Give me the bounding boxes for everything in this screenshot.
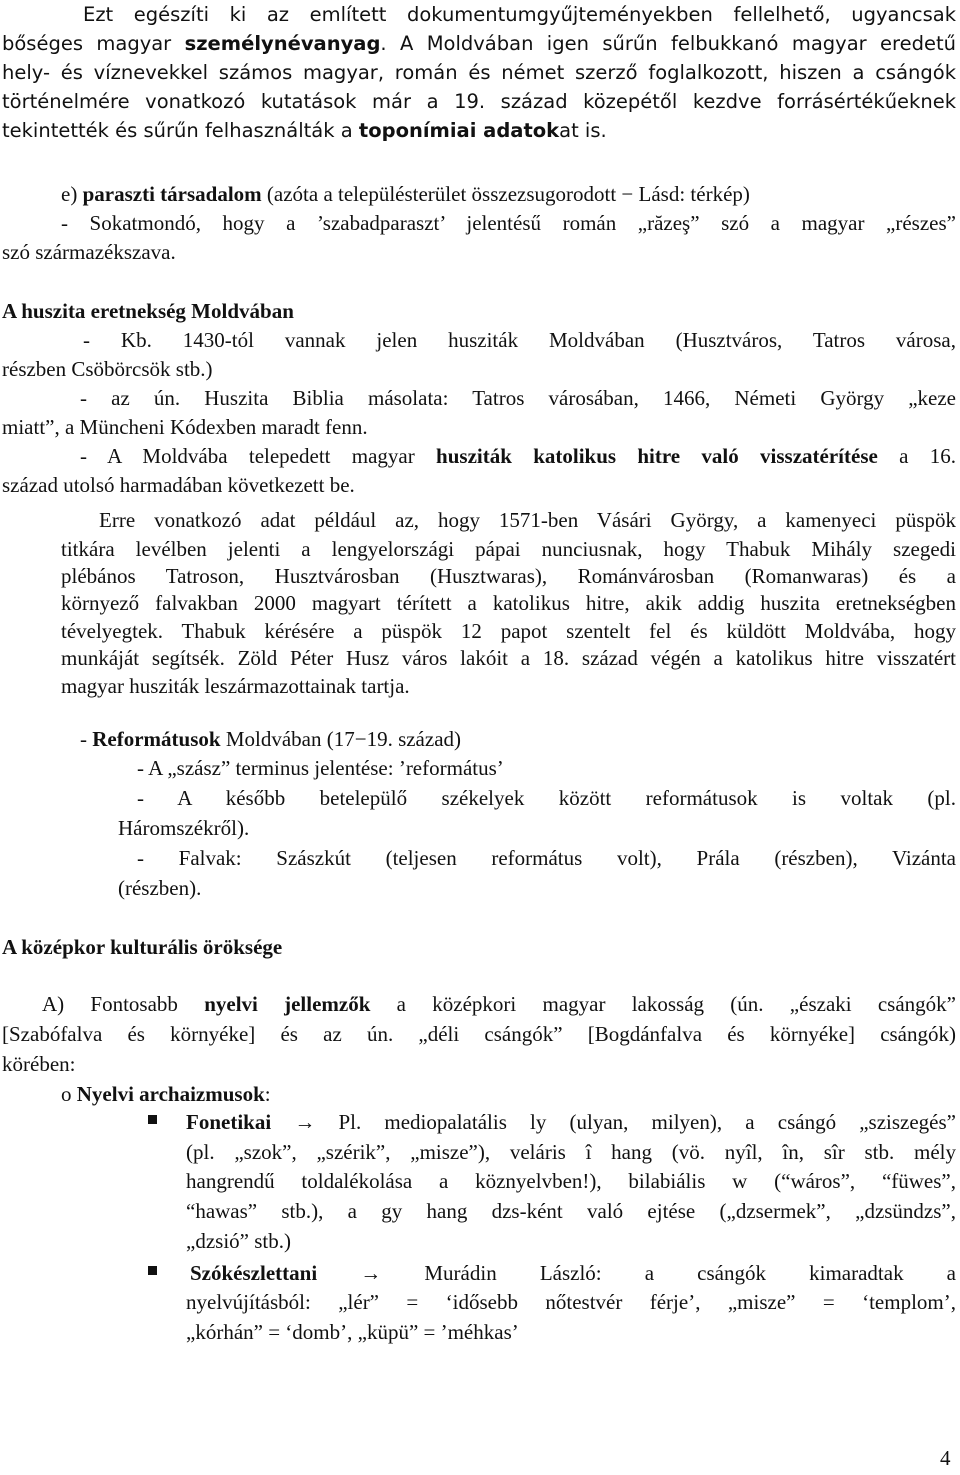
text: a középkori magyar lakosság (ún. „északi csángók” — [370, 992, 956, 1016]
text: at is. — [559, 119, 607, 142]
text: tekintették és sűrűn felhasználták a — [2, 119, 359, 142]
bold-term: Reformátusok — [92, 727, 221, 751]
hussite-bullet2-line2: miatt”, a Müncheni Kódexben maradt fenn. — [2, 415, 368, 439]
bold-term: paraszti társadalom — [82, 182, 262, 206]
medieval-a-line2 — [2, 1020, 956, 1049]
hussite-bullet1-line2: részben Csöbörcsök stb.) — [2, 357, 213, 381]
para1-line2 — [2, 29, 956, 58]
page-number: 4 — [940, 1446, 951, 1470]
text: hely- és víznevekkel számos magyar, román és német szerző foglalkozott, hiszen a csángók — [2, 61, 956, 84]
section-e-line2 — [61, 209, 956, 238]
text: (pl. „szok”, „szérik”, „misze”), veláris î hang (vö. nyîl, în, sîr stb. mély — [186, 1140, 956, 1164]
reformed-sub1: - A „szász” terminus jelentése: ’református’ — [137, 756, 504, 780]
bold-term: husziták katolikus hitre való visszatérítése — [436, 444, 878, 468]
text: e) — [61, 182, 83, 206]
text: környező falvakban 2000 magyart térített a katolikus hitre, akik addig huszita eretnekségben — [61, 591, 956, 615]
section-e-line3 — [2, 238, 176, 267]
text: A) Fontosabb — [42, 992, 205, 1016]
text: a 16. — [877, 444, 956, 468]
text: → Murádin László: a csángók kimaradtak a — [317, 1261, 956, 1285]
hussite-para-line1 — [99, 506, 956, 535]
square-bullet-icon — [148, 1115, 157, 1124]
text: tévelyegtek. Thabuk kérésére a püspök 12 papot szentelt fel és küldött Moldvába, hogy — [61, 619, 956, 643]
text: történelmére vonatkozó kutatások már a 19. század közepétől kezdve forrásértékűeknek — [2, 90, 956, 113]
bold-term: személynévanyag — [184, 32, 381, 55]
para1-line4 — [2, 87, 956, 116]
hussite-bullet3-line2: század utolsó harmadában következett be. — [2, 473, 355, 497]
reformed-sub2-line1 — [137, 784, 956, 813]
section-e-line1 — [61, 180, 750, 209]
medieval-a-line3: körében: — [2, 1052, 76, 1076]
hussite-bullet1-line1 — [83, 326, 956, 355]
archaisms-item — [61, 1080, 271, 1109]
hussite-para-line6 — [61, 644, 956, 673]
text: : — [264, 1082, 271, 1106]
text: - Sokatmondó, hogy a ’szabadparaszt’ jelentésű román „răzeş” szó a magyar „részes” — [61, 211, 956, 235]
text: szó származékszava. — [2, 240, 176, 264]
text: munkáját segítsék. Zöld Péter Husz város lakóit a 18. század végén a katolikus hitre visszatért — [61, 646, 956, 670]
text: [Szabófalva és környéke] és az ún. „déli csángók” [Bogdánfalva és környéke] csángók) — [2, 1022, 956, 1046]
hussite-para-line5 — [61, 617, 956, 646]
square-bullet-icon — [148, 1266, 157, 1275]
text: - Kb. 1430-tól vannak jelen husziták Moldvában (Husztváros, Tatros városa, — [83, 328, 956, 352]
text: Erre vonatkozó adat például az, hogy 1571-ben Vásári György, a kamenyeci püspök — [99, 508, 956, 532]
text: hangrendű toldalékolása a köznyelvben!), bilabiális w (“wáros”, “füwes”, — [186, 1169, 956, 1193]
bold-term: toponímiai adatok — [358, 119, 560, 142]
fonetikai-line5: „dzsió” stb.) — [186, 1229, 291, 1253]
hussite-para-line7: magyar husziták leszármazottainak tartja. — [61, 674, 410, 698]
bold-term: Szókészlettani — [190, 1261, 318, 1285]
szokeszlet-line3: „kórhán” = ‘domb’, „küpü” = ’méhkas’ — [186, 1320, 519, 1344]
hussite-heading: A huszita eretnekség Moldvában — [2, 299, 294, 323]
reformed-sub3-line2: (részben). — [118, 876, 202, 900]
text: plébános Tatroson, Husztvárosban (Husztwaras), Románvárosban (Romanwaras) és a — [61, 564, 956, 588]
text: → Pl. mediopalatális ly (ulyan, milyen), a csángó „sziszegés” — [271, 1110, 956, 1134]
text: “hawas” stb.), a gy hang dzs-ként való ejtése („dzsermek”, „dzsündzs”, — [186, 1199, 956, 1223]
bold-term: Nyelvi archaizmusok — [76, 1082, 265, 1106]
fonetikai-line1 — [186, 1108, 956, 1137]
text: bőséges magyar — [2, 32, 185, 55]
fonetikai-line3 — [186, 1167, 956, 1196]
szokeszlet-line1 — [190, 1259, 956, 1288]
medieval-a-line1 — [42, 990, 956, 1019]
para1-line5 — [2, 116, 607, 145]
medieval-heading: A középkor kulturális öröksége — [2, 935, 283, 959]
fonetikai-line4 — [186, 1197, 956, 1226]
reformed-sub2-line2: Háromszékről). — [118, 816, 250, 840]
szokeszlet-line2 — [186, 1288, 956, 1317]
text: Ezt egészíti ki az említett dokumentumgyűjteményekben fellelhető, ugyancsak — [83, 3, 956, 26]
text: - A később betelepülő székelyek között reformátusok is voltak (pl. — [137, 786, 956, 810]
text: - Falvak: Szászkút (teljesen református volt), Prála (részben), Vizánta — [137, 846, 956, 870]
text: . A Moldvában igen sűrűn felbukkanó magyar eredetű — [380, 32, 956, 55]
hussite-para-line3 — [61, 562, 956, 591]
para1-line1 — [83, 0, 956, 29]
text: (azóta a településterület összezsugorodott − Lásd: térkép) — [261, 182, 750, 206]
para1-line3 — [2, 58, 956, 87]
reformed-sub3-line1 — [137, 844, 956, 873]
text: nyelvújításból: „lér” = ‘idősebb nőtestvér férje’, „misze” = ‘templom’, — [186, 1290, 956, 1314]
hussite-bullet2-line1 — [80, 384, 956, 413]
text: titkára levélben jelenti a lengyelországi pápai nunciusnak, hogy Thabuk Mihály szegedi — [61, 537, 956, 561]
fonetikai-line2 — [186, 1138, 956, 1167]
text: - — [80, 727, 93, 751]
text: - az ún. Huszita Biblia másolata: Tatros városában, 1466, Németi György „keze — [80, 386, 956, 410]
bold-term: Fonetikai — [186, 1110, 272, 1134]
hollow-bullet: o — [61, 1082, 77, 1106]
hussite-para-line4 — [61, 589, 956, 618]
hussite-bullet3-line1 — [80, 442, 956, 471]
text: Moldvában (17−19. század) — [220, 727, 462, 751]
text: - A Moldvába telepedett magyar — [80, 444, 437, 468]
hussite-para-line2 — [61, 535, 956, 564]
reformed-heading — [80, 725, 461, 754]
bold-term: nyelvi jellemzők — [204, 992, 371, 1016]
